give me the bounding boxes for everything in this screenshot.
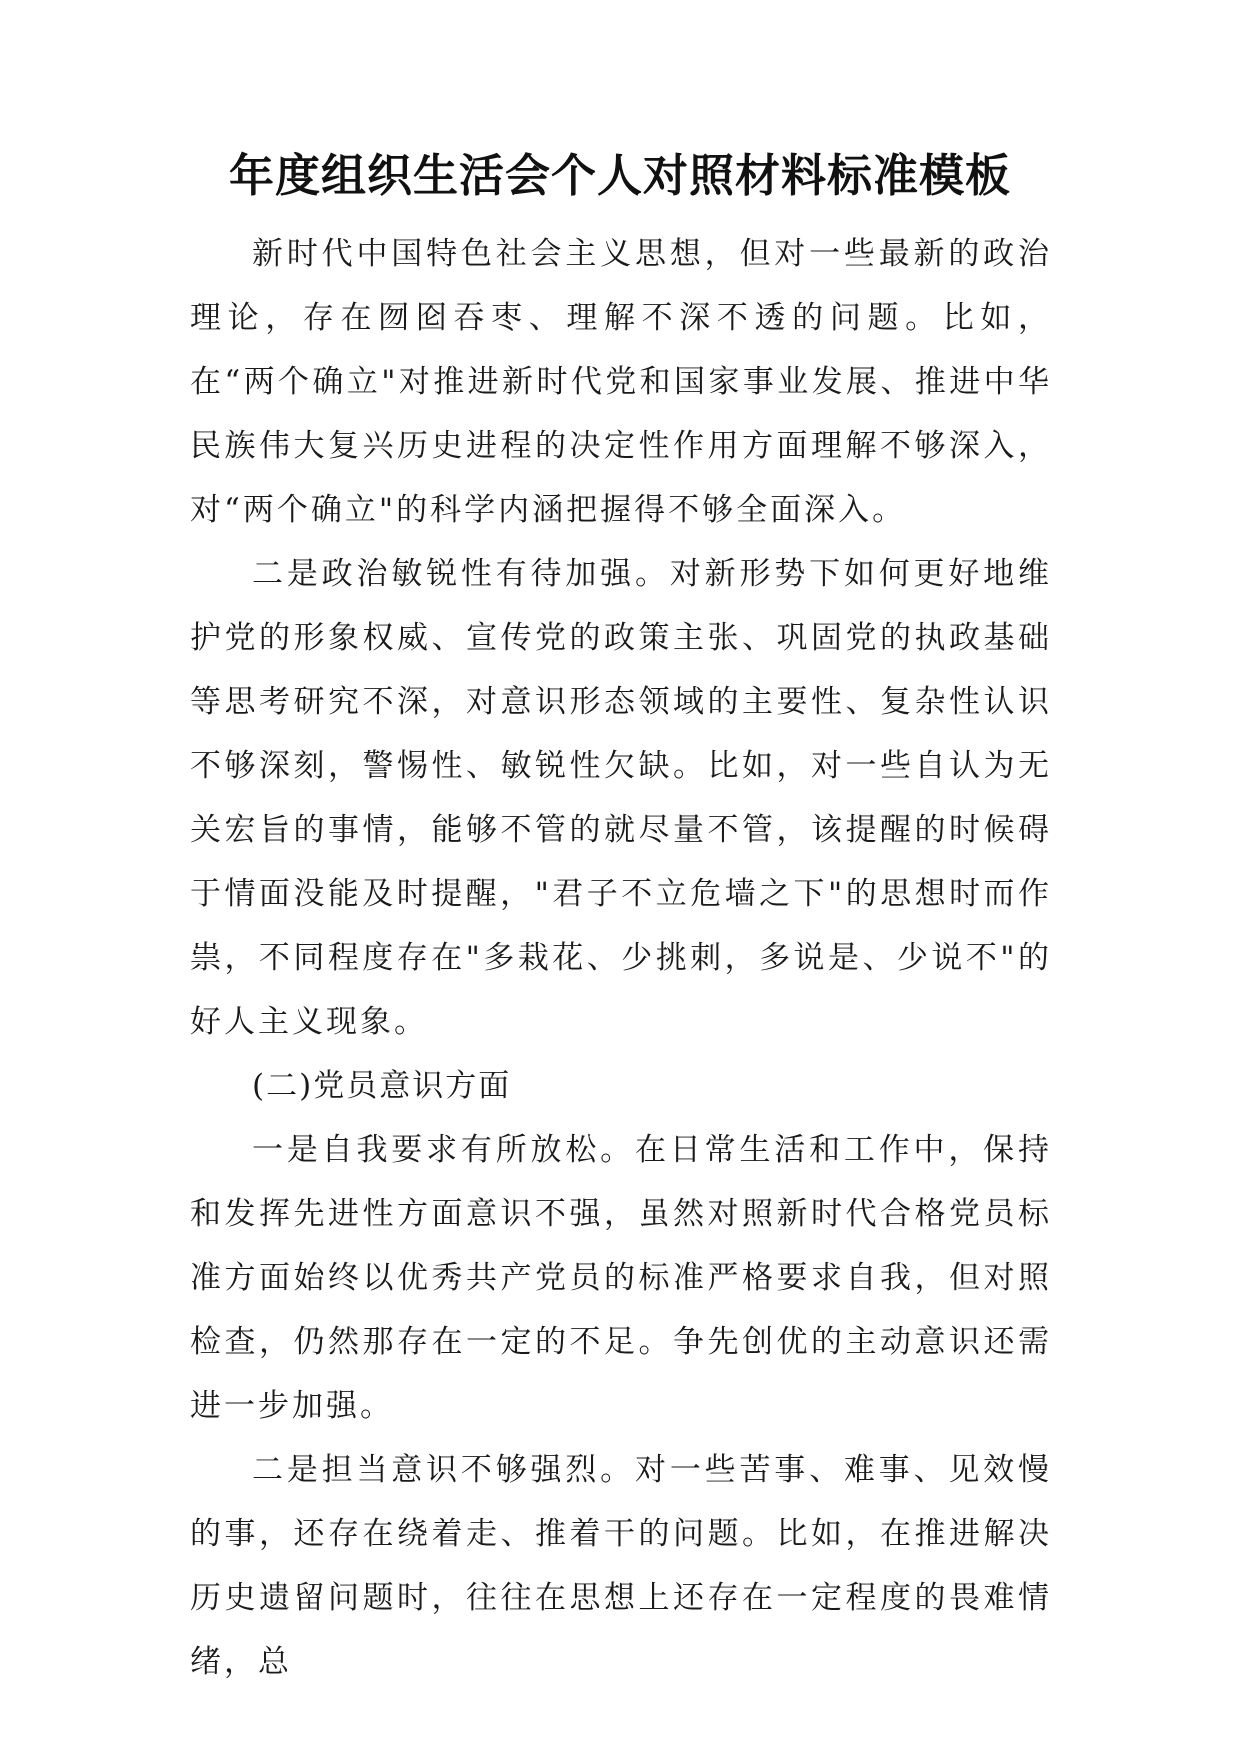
document-title: 年度组织生活会个人对照材料标准模板 bbox=[228, 149, 1011, 202]
section-heading-party-awareness: (二)党员意识方面 bbox=[252, 1068, 512, 1104]
paragraph-political-theory: 新时代中国特色社会主义思想，但对一些最新的政治理论，存在囫囵吞枣、理解不深不透的问题。比如，在“两个确立"对推进新时代党和国家事业发展、推进中华民族伟大复兴历史进程的决定性作用方面理解不够深入，对“两个确立"的科学内涵把握得不够全面深入。 bbox=[190, 236, 1052, 528]
document-body bbox=[190, 222, 1052, 1694]
paragraph-political-sensitivity: 二是政治敏锐性有待加强。对新形势下如何更好地维护党的形象权威、宣传党的政策主张、巩固党的执政基础等思考研究不深，对意识形态领域的主要性、复杂性认识不够深刻，警惕性、敏锐性欠缺。比如，对一些自认为无关宏旨的事情，能够不管的就尽量不管，该提醒的时候碍于情面没能及时提醒，"君子不立危墙之下"的思想时而作祟，不同程度存在"多栽花、少挑刺，多说是、少说不"的好人主义现象。 bbox=[190, 556, 1052, 1040]
paragraph-self-requirement: 一是自我要求有所放松。在日常生活和工作中，保持和发挥先进性方面意识不强，虽然对照新时代合格党员标准方面始终以优秀共产党员的标准严格要求自我，但对照检查，仍然那存在一定的不足。争先创优的主动意识还需进一步加强。 bbox=[190, 1132, 1052, 1424]
paragraph-responsibility: 二是担当意识不够强烈。对一些苦事、难事、见效慢的事，还存在绕着走、推着干的问题。比如，在推进解决历史遗留问题时，往往在思想上还存在一定程度的畏难情绪，总 bbox=[190, 1452, 1052, 1680]
